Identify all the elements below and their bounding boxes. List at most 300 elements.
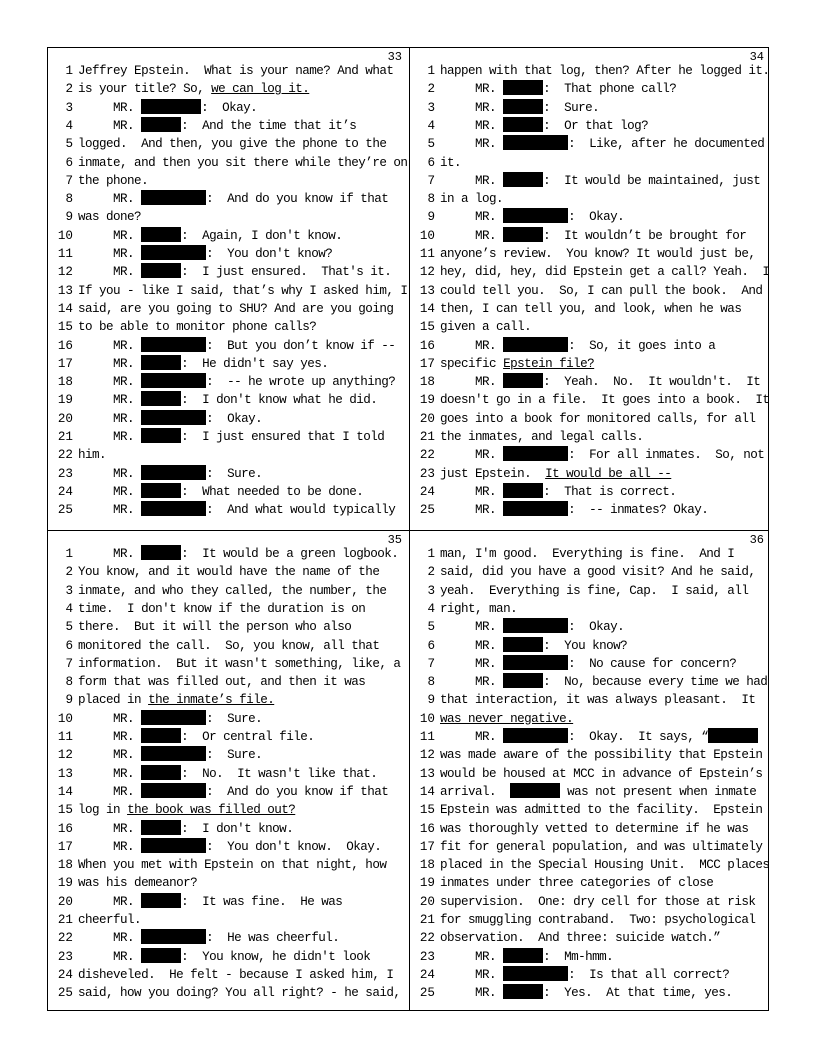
line-number: 25 [57, 503, 73, 518]
transcript-line [48, 245, 408, 263]
text-segment: If you - like I said, that’s why I asked him, I [78, 283, 408, 298]
text-segment: MR. [440, 675, 504, 690]
text-segment: : Or central file. [181, 730, 315, 744]
transcript-line [48, 563, 408, 581]
line-number: 4 [427, 118, 435, 133]
redaction-box [503, 172, 543, 187]
text-segment: MR. [440, 949, 504, 964]
text-segment: MR. [78, 931, 142, 946]
text-segment: MR. [78, 839, 142, 854]
text-segment: said, how you doing? You all right? - he said, [78, 986, 401, 1001]
line-text [440, 375, 760, 389]
line-number: 24 [57, 967, 73, 982]
line-number: 9 [65, 210, 73, 225]
line-number: 17 [57, 356, 73, 371]
line-number: 17 [419, 356, 435, 371]
transcript-line [410, 282, 770, 300]
line-text [78, 412, 262, 426]
line-number: 9 [427, 210, 435, 225]
transcript-line [410, 783, 770, 801]
line-text [78, 748, 262, 762]
line-number: 12 [57, 265, 73, 280]
text-segment: MR. [440, 967, 504, 982]
redaction-box [503, 637, 543, 652]
line-text [440, 265, 769, 279]
text-segment: MR. [440, 448, 504, 463]
line-number: 24 [419, 484, 435, 499]
line-text [78, 840, 381, 854]
redaction-box [141, 820, 181, 835]
transcript-line [48, 838, 408, 856]
text-segment: MR. [78, 730, 142, 744]
line-number: 8 [65, 192, 73, 207]
line-text [440, 803, 762, 817]
text-segment: the phone. [78, 173, 149, 188]
text-segment: : Mm-hmm. [543, 949, 614, 964]
line-number: 22 [419, 448, 435, 463]
text-segment: to be able to monitor phone calls? [78, 320, 317, 335]
transcript-line [410, 618, 770, 636]
line-number: 1 [427, 547, 435, 561]
line-text [78, 192, 388, 206]
line-text [440, 712, 573, 726]
text-segment: MR. [78, 393, 142, 408]
text-segment: is your title? So, [78, 82, 212, 97]
transcript-line [48, 966, 408, 984]
text-segment: Epstein file? [503, 356, 595, 371]
line-text [78, 584, 386, 598]
text-segment: When you met with Epstein on that night, how [78, 858, 387, 873]
text-segment: there. But it will the person who also [78, 620, 352, 635]
line-number: 24 [419, 967, 435, 982]
redaction-box [141, 783, 206, 798]
text-segment: that interaction, it was always pleasant. It [440, 693, 756, 708]
text-segment: MR. [78, 228, 142, 243]
line-number: 13 [419, 283, 435, 298]
redaction-box [141, 765, 181, 780]
text-segment: supervision. One: dry cell for those at risk [440, 894, 756, 909]
line-number: 10 [419, 228, 435, 243]
line-number: 1 [427, 64, 435, 78]
text-segment: : You know? [543, 638, 628, 653]
text-segment: : Yeah. No. It wouldn't. It [543, 375, 761, 390]
text-segment: MR. [78, 192, 142, 207]
transcript-sheet [47, 47, 769, 1011]
line-number: 20 [419, 894, 435, 909]
text-segment: MR. [440, 118, 504, 133]
line-text [78, 785, 388, 799]
redaction-box [141, 355, 181, 370]
page-number: 36 [749, 533, 764, 547]
line-number: 4 [65, 601, 73, 616]
line-text [78, 657, 400, 671]
text-segment: the inmates, and legal calls. [440, 430, 644, 444]
text-segment: MR. [78, 247, 142, 261]
text-segment: MR. [78, 484, 142, 499]
line-text [440, 675, 767, 689]
line-text [78, 448, 106, 462]
text-segment: : It would be a green logbook. [181, 547, 399, 561]
text-segment: : And do you know if that [206, 192, 389, 207]
transcript-line [48, 911, 408, 929]
line-text [78, 986, 400, 1000]
line-text [440, 748, 762, 762]
line-text [78, 730, 314, 744]
redaction-box [141, 728, 181, 743]
page-number: 35 [387, 533, 402, 547]
text-segment: MR. [78, 711, 142, 726]
line-number: 15 [419, 803, 435, 818]
line-text [78, 357, 328, 371]
line-number: 18 [419, 375, 435, 390]
transcript-line [410, 428, 770, 446]
redaction-box [141, 465, 206, 480]
transcript-line [410, 300, 770, 318]
transcript-line [48, 746, 408, 764]
line-number: 8 [427, 192, 435, 207]
line-number: 8 [427, 675, 435, 690]
line-number: 6 [427, 155, 435, 170]
text-segment: anyone’s review. You know? It would just be, [440, 247, 756, 261]
redaction-box [503, 80, 543, 95]
redaction-box [141, 948, 181, 963]
text-segment: said, are you going to SHU? And are you going [78, 301, 394, 316]
text-segment: : Sure. [206, 711, 263, 726]
text-segment: could tell you. So, I can pull the book. And [440, 283, 763, 298]
line-text [78, 485, 363, 499]
line-text [440, 785, 756, 799]
transcript-line [410, 563, 770, 581]
text-segment: log in [78, 803, 128, 818]
line-text [440, 565, 755, 579]
redaction-box [141, 545, 181, 560]
text-segment: MR. [440, 100, 504, 115]
text-segment: placed in [78, 693, 149, 708]
line-text [78, 82, 309, 96]
transcript-line [410, 245, 770, 263]
transcript-line [410, 966, 770, 984]
line-number: 18 [419, 858, 435, 873]
text-segment: MR. [78, 430, 142, 444]
text-segment: : It wouldn’t be brought for [543, 228, 747, 243]
line-text [440, 730, 758, 744]
redaction-box [510, 783, 560, 798]
transcript-line [48, 874, 408, 892]
transcript-line [48, 783, 408, 801]
redaction-box [141, 710, 206, 725]
text-segment: : You don't know. Okay. [206, 839, 382, 854]
line-number: 14 [419, 301, 435, 316]
redaction-box [503, 618, 568, 633]
line-text [440, 950, 613, 964]
text-segment: : And do you know if that [206, 784, 389, 799]
line-number: 13 [57, 283, 73, 298]
line-number: 7 [427, 173, 435, 188]
transcript-line [48, 154, 408, 172]
line-number: 4 [427, 601, 435, 616]
line-text [440, 430, 643, 444]
transcript-line [48, 80, 408, 98]
transcript-line [48, 618, 408, 636]
transcript-line [48, 428, 408, 446]
line-number: 21 [57, 430, 73, 444]
line-number: 23 [57, 949, 73, 964]
transcript-line [410, 801, 770, 819]
page-number: 33 [387, 50, 402, 64]
redaction-box [141, 99, 201, 114]
redaction-box [503, 655, 568, 670]
transcript-line [48, 929, 408, 947]
line-text [78, 467, 262, 481]
text-segment: MR. [440, 730, 504, 744]
line-text [78, 547, 398, 561]
line-number: 14 [419, 784, 435, 799]
text-segment: : I don't know what he did. [181, 393, 378, 408]
transcript-line [410, 746, 770, 764]
line-number: 10 [57, 228, 73, 243]
text-segment: : Again, I don't know. [181, 228, 343, 243]
line-number: 25 [57, 986, 73, 1001]
line-number: 25 [419, 503, 435, 518]
line-number: 9 [65, 693, 73, 708]
line-number: 12 [419, 265, 435, 280]
transcript-line [410, 600, 770, 618]
redaction-box [141, 410, 206, 425]
transcript-line [48, 446, 408, 464]
transcript-line [48, 190, 408, 208]
line-text [440, 174, 760, 188]
transcript-line [48, 637, 408, 655]
line-number: 14 [57, 301, 73, 316]
line-text [78, 64, 393, 78]
text-segment: : No. It wasn't like that. [181, 766, 378, 781]
line-text [78, 101, 257, 115]
line-text [78, 602, 365, 616]
text-segment: placed in the Special Housing Unit. MCC places [440, 858, 770, 873]
transcript-page-33 [48, 48, 408, 528]
line-text [78, 284, 407, 298]
text-segment: : Is that all correct? [568, 967, 730, 982]
text-segment: : Okay. [568, 620, 625, 635]
line-text [440, 210, 624, 224]
text-segment: MR. [440, 338, 504, 353]
line-text [440, 64, 769, 78]
text-segment: : That is correct. [543, 484, 677, 499]
text-segment: goes into a book for monitored calls, for all [440, 411, 756, 426]
transcript-line [410, 673, 770, 691]
line-text [440, 913, 755, 927]
line-number: 14 [57, 784, 73, 799]
line-text [78, 302, 393, 316]
text-segment: MR. [440, 228, 504, 243]
transcript-line [48, 820, 408, 838]
line-text [78, 767, 377, 781]
line-text [78, 339, 395, 353]
line-number: 2 [427, 565, 435, 580]
line-text [440, 412, 755, 426]
line-number: 9 [427, 693, 435, 708]
text-segment: : He was cheerful. [206, 931, 340, 946]
line-number: 6 [427, 638, 435, 653]
transcript-line [410, 263, 770, 281]
line-text [78, 968, 393, 982]
transcript-line [410, 582, 770, 600]
transcript-line [48, 984, 408, 1002]
transcript-line [410, 984, 770, 1002]
text-segment: for smuggling contraband. Two: psychological [440, 913, 756, 927]
line-number: 19 [57, 393, 73, 408]
redaction-box [503, 966, 568, 981]
text-segment: It would be all -- [545, 466, 672, 481]
line-text [440, 858, 769, 872]
line-number: 5 [65, 137, 73, 152]
line-number: 16 [419, 821, 435, 836]
line-number: 15 [419, 320, 435, 335]
line-number: 25 [419, 986, 435, 1001]
redaction-box [503, 673, 543, 688]
line-number: 4 [65, 118, 73, 133]
line-number: 21 [57, 913, 73, 927]
line-number: 2 [427, 82, 435, 97]
text-segment: : Okay. [568, 210, 625, 225]
line-number: 19 [419, 876, 435, 891]
transcript-line [48, 465, 408, 483]
line-number: 15 [57, 803, 73, 818]
text-segment: : It was fine. He was [181, 894, 343, 909]
transcript-line [48, 208, 408, 226]
text-segment: : Like, after he documented [568, 137, 765, 152]
text-segment: MR. [440, 375, 504, 390]
redaction-box [503, 501, 568, 516]
line-text [440, 968, 729, 982]
text-segment: MR. [78, 411, 142, 426]
redaction-box [141, 838, 206, 853]
transcript-line [48, 300, 408, 318]
transcript-line [48, 545, 408, 563]
redaction-box [503, 446, 568, 461]
transcript-line [410, 874, 770, 892]
text-segment: : And what would typically [206, 503, 396, 518]
redaction-box [141, 501, 206, 516]
redaction-box [141, 373, 206, 388]
line-number: 23 [57, 466, 73, 481]
line-number: 21 [419, 913, 435, 927]
text-segment: : Sure. [206, 748, 263, 763]
transcript-line [410, 655, 770, 673]
text-segment: MR. [78, 821, 142, 836]
text-segment: inmates under three categories of close [440, 876, 714, 891]
line-number: 17 [419, 839, 435, 854]
text-segment: MR. [78, 356, 142, 371]
text-segment: would be housed at MCC in advance of Epstein’s [440, 766, 763, 781]
line-number: 24 [57, 484, 73, 499]
text-segment: : No cause for concern? [568, 656, 737, 671]
text-segment: given a call. [440, 320, 532, 335]
redaction-box [141, 483, 181, 498]
transcript-line [410, 911, 770, 929]
transcript-line [410, 99, 770, 117]
line-text [78, 320, 316, 334]
transcript-line [410, 501, 770, 519]
line-number: 20 [57, 411, 73, 426]
transcript-line [48, 172, 408, 190]
line-text [440, 192, 503, 206]
line-text [440, 156, 461, 170]
line-number: 21 [419, 430, 435, 444]
redaction-box [141, 337, 206, 352]
redaction-box [503, 208, 568, 223]
redaction-box [141, 245, 206, 260]
text-segment: arrival. [440, 784, 511, 799]
line-text [440, 302, 741, 316]
transcript-line [48, 856, 408, 874]
text-segment: MR. [78, 949, 142, 964]
text-segment: doesn't go in a file. It goes into a book. It [440, 393, 770, 408]
text-segment: hey, did, hey, did Epstein get a call? Yeah. I [440, 265, 770, 280]
line-text [78, 803, 295, 817]
redaction-box [503, 373, 543, 388]
text-segment: MR. [78, 748, 142, 763]
line-text [440, 986, 732, 1000]
redaction-box [141, 117, 181, 132]
transcript-line [48, 582, 408, 600]
transcript-page-35 [48, 531, 408, 1011]
redaction-box [141, 893, 181, 908]
transcript-line [48, 373, 408, 391]
text-segment: MR. [78, 375, 142, 390]
text-segment: it. [440, 155, 462, 170]
transcript-line [48, 135, 408, 153]
transcript-line [410, 135, 770, 153]
text-segment: : I don't know. [181, 821, 294, 836]
text-segment: we can log it. [211, 82, 310, 97]
transcript-line [48, 801, 408, 819]
redaction-box [141, 263, 181, 278]
line-text [78, 822, 293, 836]
transcript-line [410, 62, 770, 80]
line-text [78, 913, 141, 927]
line-number: 1 [65, 64, 73, 78]
text-segment: : What needed to be done. [181, 484, 364, 499]
redaction-box [503, 948, 543, 963]
text-segment: was not present when inmate [560, 784, 757, 799]
text-segment: information. But it wasn't something, like, a [78, 656, 401, 671]
text-segment: MR. [78, 894, 142, 909]
line-number: 7 [427, 656, 435, 671]
line-text [78, 858, 386, 872]
transcript-line [48, 263, 408, 281]
transcript-line [48, 600, 408, 618]
transcript-page-34 [410, 48, 770, 528]
line-text [440, 339, 715, 353]
text-segment: : -- he wrote up anything? [206, 375, 396, 390]
transcript-line [48, 355, 408, 373]
line-text [78, 119, 356, 133]
transcript-line [48, 501, 408, 519]
text-segment: : But you don’t know if -- [206, 338, 396, 353]
line-text [440, 393, 769, 407]
redaction-box [708, 728, 758, 743]
line-number: 6 [65, 638, 73, 653]
page-number: 34 [749, 50, 764, 64]
line-number: 3 [65, 583, 73, 598]
text-segment: MR. [440, 656, 504, 671]
line-text [440, 247, 755, 261]
line-text [440, 101, 599, 115]
text-segment: time. I don't know if the duration is on [78, 601, 366, 616]
text-segment: : Sure. [543, 100, 600, 115]
text-segment: was thoroughly vetted to determine if he was [440, 821, 749, 836]
